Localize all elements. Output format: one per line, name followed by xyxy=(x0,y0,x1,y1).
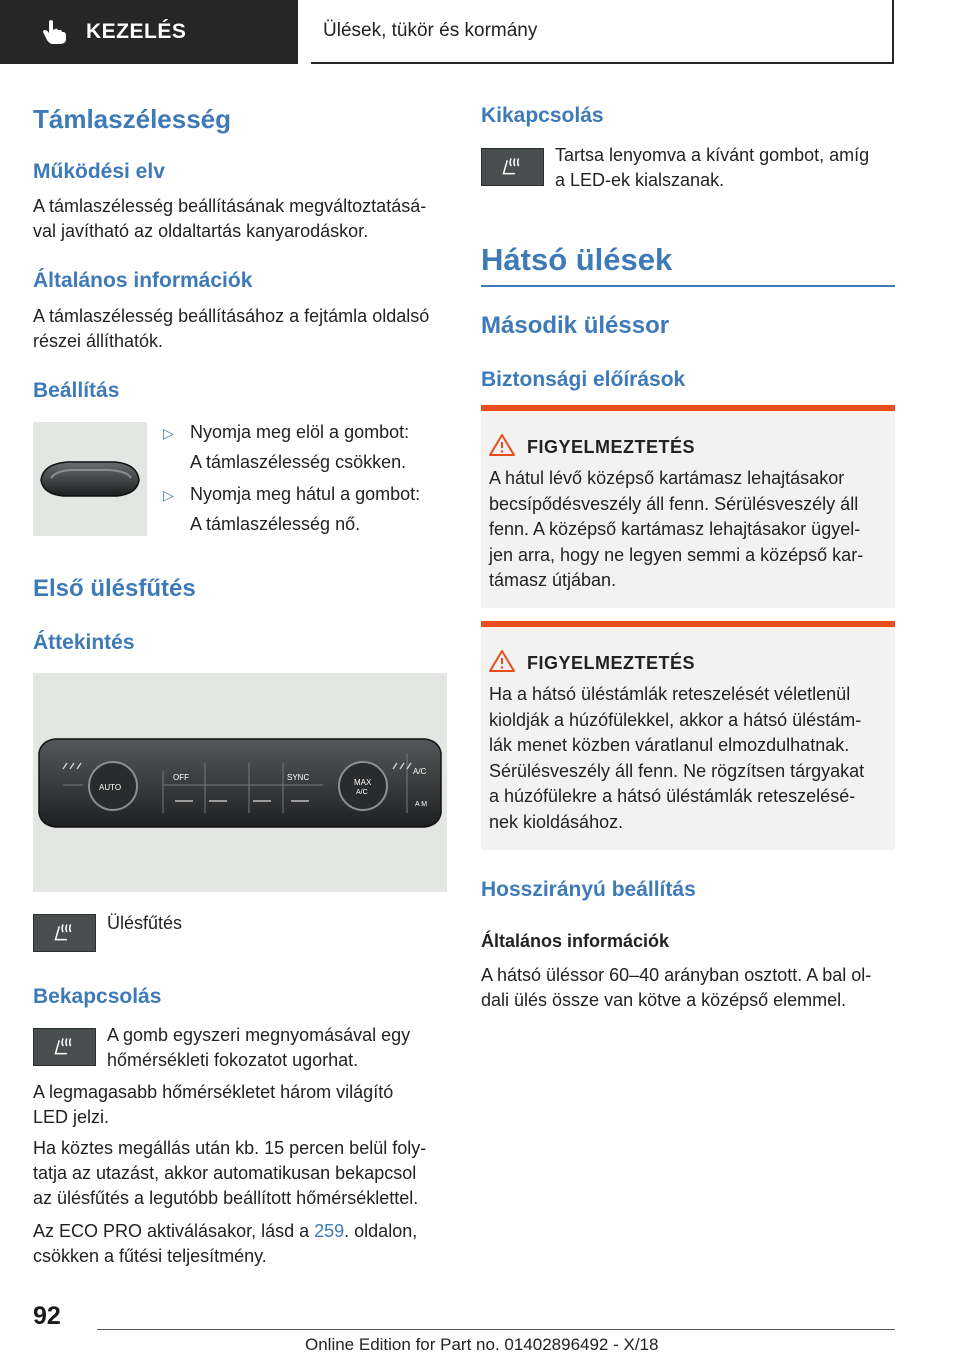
general-info-text: A támlaszélesség beállításához a fejtámla oldalsó részei állíthatók. xyxy=(33,306,430,351)
heading-longitudinal: Hosszirányú beállítás xyxy=(481,878,696,901)
seat-heating-icon xyxy=(34,1029,95,1065)
triangle-bullet-icon: ▷ xyxy=(163,425,174,441)
triangle-bullet-icon: ▷ xyxy=(163,487,174,503)
panel-max-ac-label: A/C xyxy=(356,789,368,796)
switch-on-eco-text: Az ECO PRO aktiválásakor, lásd a 259. oldalon, csökken a fűtési teljesítmény. xyxy=(33,1221,418,1266)
seat-heating-button-image xyxy=(481,148,544,186)
panel-auto-label: AUTO xyxy=(99,783,122,792)
warning-text: A hátul lévő középső kartámasz lehajtásakor becsípődésveszély áll fenn. Sérülésveszély áll fenn. A középső kartámasz lehajtásakor ügyel- jen arra, hogy ne legyen semmi a középső kar- támasz útjában. xyxy=(489,468,864,590)
heading-adjust: Beállítás xyxy=(33,379,120,402)
heading-switch-on: Bekapcsolás xyxy=(33,985,162,1008)
climate-control-panel-icon xyxy=(33,673,447,892)
seat-heating-caption: Ülésfűtés xyxy=(107,913,183,933)
heading-second-row: Második üléssor xyxy=(481,312,670,339)
warning-title: FIGYELMEZTETÉS xyxy=(527,437,696,457)
adjust-step-2 xyxy=(163,484,420,535)
footer-rule xyxy=(97,1329,895,1330)
backrest-button-image xyxy=(33,422,147,536)
panel-am-label: A M xyxy=(415,801,428,808)
heading-working-principle: Működési elv xyxy=(33,160,165,183)
warning-text: Ha a hátsó üléstámlák reteszelését véletlenül kioldják a húzófülekkel, akkor a hátsó üléstám- lák menet közben váratlanul elmozdulhatnak. Sérülésveszély áll fenn. Ne rögzítsen tárgyakat a húzófülekre a hátsó üléstámlák reteszelésé- nek kioldásához. xyxy=(489,684,865,832)
step-1-result: A támlaszélesség csökken. xyxy=(190,452,407,472)
panel-off-label: OFF xyxy=(173,773,189,782)
switch-on-led-text: A legmagasabb hőmérsékletet három világító LED jelzi. xyxy=(33,1082,394,1127)
seat-heating-button-image xyxy=(33,1028,96,1066)
panel-max-label: MAX xyxy=(354,778,372,787)
panel-ac-label: A/C xyxy=(413,767,427,776)
heading-rear-seats: Hátsó ülések xyxy=(481,242,673,277)
adjust-step-1 xyxy=(163,422,409,473)
step-2-action: Nyomja meg hátul a gombot: xyxy=(190,484,421,504)
warning-triangle-icon xyxy=(489,433,515,457)
page-link-259[interactable]: 259 xyxy=(314,1221,345,1241)
climate-panel-image xyxy=(33,673,447,892)
chapter-header xyxy=(311,0,894,64)
working-principle-text: A támlaszélesség beállításának megváltoztatásá- val javítható az oldaltartás kanyarodáskor. xyxy=(33,196,427,241)
chapter-title: Ülések, tükör és kormány xyxy=(323,20,538,41)
warning-title: FIGYELMEZTETÉS xyxy=(527,653,696,673)
switch-on-auto-text: Ha köztes megállás után kb. 15 percen belül foly- tatja az utazást, akkor automatikusan bekapcsol az ülésfűtés a legutóbb beállított hőmérséklettel. xyxy=(33,1138,427,1208)
footer-edition: Online Edition for Part no. 01402896492 - X/18 xyxy=(305,1335,659,1354)
seat-heating-icon xyxy=(34,915,95,951)
step-1-action: Nyomja meg elöl a gombot: xyxy=(190,422,410,442)
heading-front-seat-heating: Első ülésfűtés xyxy=(33,575,196,602)
panel-sync-label: SYNC xyxy=(287,773,310,782)
seat-heating-button-image xyxy=(33,914,96,952)
warning-triangle-icon xyxy=(489,649,515,673)
warning-box-1 xyxy=(481,405,895,608)
step-2-result: A támlaszélesség nő. xyxy=(190,514,361,534)
heading-overview: Áttekintés xyxy=(33,631,135,654)
section-tab[interactable] xyxy=(0,0,298,64)
seat-heating-icon xyxy=(482,149,543,185)
section-rule xyxy=(481,285,895,287)
page-number: 92 xyxy=(33,1302,61,1330)
heading-backrest-width: Támlaszélesség xyxy=(33,104,232,134)
heading-general-info: Általános információk xyxy=(33,269,253,292)
warning-box-2 xyxy=(481,621,895,850)
section-label: KEZELÉS xyxy=(86,20,187,43)
backrest-button-icon xyxy=(33,422,147,536)
hand-pointer-icon xyxy=(40,18,68,46)
switch-on-icon-text: A gomb egyszeri megnyomásával egy hőmérsékleti fokozatot ugorhat. xyxy=(107,1025,411,1070)
longitudinal-text: A hátsó üléssor 60–40 arányban osztott. A bal ol- dali ülés össze van kötve a középső elemmel. xyxy=(481,965,872,1010)
heading-general-info-rear: Általános információk xyxy=(481,931,670,951)
heading-switch-off: Kikapcsolás xyxy=(481,104,604,127)
switch-off-text: Tartsa lenyomva a kívánt gombot, amíg a LED-ek kialszanak. xyxy=(555,145,870,190)
heading-safety: Biztonsági előírások xyxy=(481,368,686,391)
